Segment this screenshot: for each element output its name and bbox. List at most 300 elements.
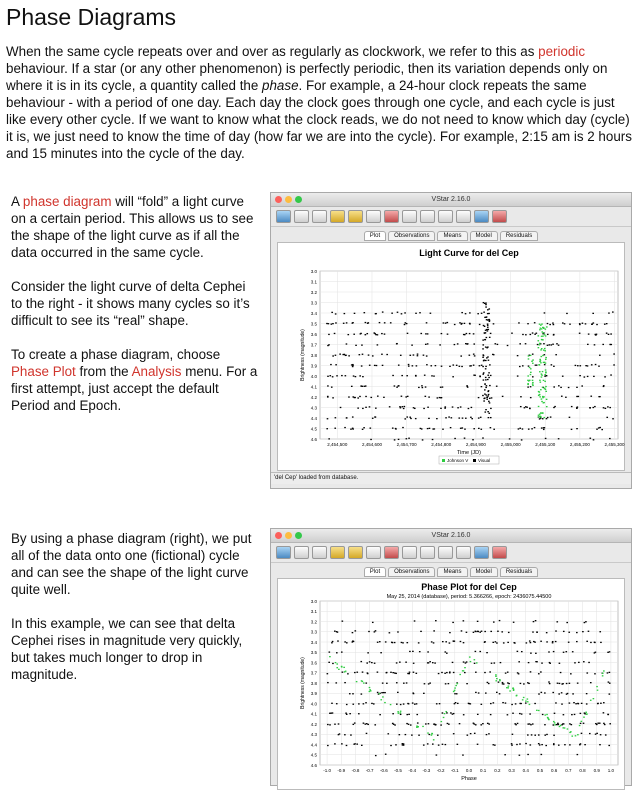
close-icon[interactable] [275, 532, 282, 539]
visual-point [413, 663, 415, 664]
visual-point [493, 702, 495, 703]
johnson-v-point [369, 691, 371, 692]
visual-point [413, 672, 415, 673]
tab-model[interactable]: Model [470, 567, 498, 577]
visual-point [540, 671, 542, 672]
x-tick-label: 0.5 [536, 768, 544, 773]
visual-point [463, 714, 465, 715]
y-axis-label: Brightness (magnitude) [300, 657, 306, 709]
visual-point [488, 360, 490, 361]
info-icon[interactable] [474, 546, 489, 559]
visual-point [502, 682, 504, 683]
johnson-v-point [530, 372, 532, 373]
visual-point [494, 745, 496, 746]
y-tick-label: 3.5 [310, 321, 317, 327]
visual-point [336, 652, 338, 653]
johnson-v-point [440, 721, 442, 722]
visual-point [449, 366, 451, 367]
johnson-v-point [560, 725, 562, 726]
visual-point [564, 744, 566, 745]
visual-point [327, 724, 329, 725]
visual-point [535, 620, 537, 621]
visual-point [421, 385, 423, 386]
visual-point [457, 744, 459, 745]
x-tick-label: 0.1 [480, 768, 487, 773]
phase-plot-link[interactable]: Phase Plot [11, 364, 76, 379]
visual-point [478, 397, 480, 398]
visual-point [412, 365, 414, 366]
visual-point [438, 744, 440, 745]
visual-point [432, 662, 434, 663]
visual-point [329, 651, 331, 652]
zoom-out-icon[interactable] [438, 210, 453, 223]
visual-point [503, 642, 505, 643]
johnson-v-point [462, 670, 464, 671]
visual-point [374, 365, 376, 366]
visual-point [529, 334, 531, 335]
window-title: VStar 2.16.0 [431, 196, 471, 203]
close-icon[interactable] [275, 196, 282, 203]
visual-point [484, 411, 486, 412]
visual-point [561, 396, 563, 397]
visual-point [449, 642, 451, 643]
visual-point [564, 323, 566, 324]
visual-point [441, 672, 443, 673]
visual-point [367, 652, 369, 653]
visual-point [408, 714, 410, 715]
visual-point [419, 651, 421, 652]
visual-point [376, 365, 378, 366]
visual-point [597, 723, 599, 724]
minimize-icon[interactable] [285, 196, 292, 203]
visual-point [426, 364, 428, 365]
visual-point [454, 344, 456, 345]
visual-point [406, 375, 408, 376]
visual-point [332, 397, 334, 398]
visual-point [487, 309, 489, 310]
visual-point [555, 702, 557, 703]
analysis-link[interactable]: Analysis [131, 364, 182, 379]
visual-point [478, 428, 480, 429]
visual-point [382, 682, 384, 683]
tab-plot[interactable]: Plot [364, 567, 386, 577]
visual-point [609, 344, 611, 345]
johnson-v-point [545, 335, 547, 336]
johnson-v-point [499, 680, 501, 681]
visual-point [406, 416, 408, 417]
visual-point [453, 672, 455, 673]
tab-residuals[interactable]: Residuals [500, 231, 538, 241]
save-icon[interactable] [294, 210, 309, 223]
visual-point [576, 408, 578, 409]
johnson-v-point [530, 368, 532, 369]
help-icon[interactable] [492, 546, 507, 559]
visual-point [569, 723, 571, 724]
visual-point [519, 343, 521, 344]
visual-point [357, 397, 359, 398]
visual-point [494, 343, 496, 344]
visual-point [581, 733, 583, 734]
visual-point [561, 692, 563, 693]
visual-point [541, 427, 543, 428]
visual-point [487, 330, 489, 331]
tab-model[interactable]: Model [470, 231, 498, 241]
legend-swatch-johnson [442, 459, 445, 462]
visual-point [475, 724, 477, 725]
visual-point [403, 744, 405, 745]
visual-point [364, 386, 366, 387]
visual-point [480, 724, 482, 725]
visual-point [420, 333, 422, 334]
visual-point [459, 723, 461, 724]
visual-point [484, 339, 486, 340]
johnson-v-point [538, 340, 540, 341]
johnson-v-point [516, 695, 518, 696]
visual-point [394, 439, 396, 440]
johnson-v-point [542, 339, 544, 340]
y-tick-label: 4.5 [310, 426, 317, 432]
visual-point [609, 683, 611, 684]
phase-icon[interactable] [402, 210, 417, 223]
visual-point [326, 428, 328, 429]
visual-point [578, 662, 580, 663]
visual-point [408, 364, 410, 365]
open-icon[interactable] [276, 210, 291, 223]
visual-point [436, 703, 438, 704]
visual-point [346, 714, 348, 715]
visual-point [511, 333, 513, 334]
johnson-v-point [538, 710, 540, 711]
visual-point [579, 365, 581, 366]
visual-point [603, 712, 605, 713]
visual-point [594, 642, 596, 643]
johnson-v-point [542, 387, 544, 388]
visual-point [433, 724, 435, 725]
visual-point [583, 661, 585, 662]
print-icon[interactable] [312, 210, 327, 223]
johnson-v-point [336, 667, 338, 668]
visual-point [445, 417, 447, 418]
phase-diagram-link[interactable]: phase diagram [22, 194, 112, 209]
visual-point [532, 376, 534, 377]
minimize-icon[interactable] [285, 532, 292, 539]
visual-point [416, 703, 418, 704]
y-tick-label: 4.6 [310, 436, 317, 442]
visual-point [548, 681, 550, 682]
visual-point [502, 396, 504, 397]
visual-point [400, 355, 402, 356]
visual-point [487, 395, 489, 396]
visual-point [345, 713, 347, 714]
visual-point [396, 662, 398, 663]
info-icon[interactable] [474, 210, 489, 223]
visual-point [488, 733, 490, 734]
visual-point [445, 323, 447, 324]
visual-point [475, 692, 477, 693]
visual-point [462, 427, 464, 428]
star-icon[interactable] [330, 546, 345, 559]
visual-point [541, 692, 543, 693]
visual-point [607, 406, 609, 407]
visual-point [403, 683, 405, 684]
visual-point [441, 397, 443, 398]
visual-point [576, 641, 578, 642]
filter-icon[interactable] [384, 546, 399, 559]
visual-point [492, 354, 494, 355]
visual-point [347, 334, 349, 335]
visual-point [499, 693, 501, 694]
phase-plot-chart[interactable] [278, 579, 626, 789]
visual-point [538, 673, 540, 674]
johnson-v-point [422, 726, 424, 727]
visual-point [401, 375, 403, 376]
visual-point [461, 630, 463, 631]
visual-point [474, 723, 476, 724]
visual-point [354, 313, 356, 314]
x-tick-label: -0.6 [379, 768, 388, 773]
visual-point [576, 428, 578, 429]
johnson-v-point [453, 691, 455, 692]
visual-point [553, 651, 555, 652]
visual-point [439, 703, 441, 704]
johnson-v-point [544, 374, 546, 375]
visual-point [490, 427, 492, 428]
visual-point [433, 642, 435, 643]
visual-point [371, 703, 373, 704]
visual-point [327, 682, 329, 683]
johnson-v-point [528, 355, 530, 356]
zoom-icon[interactable] [295, 196, 302, 203]
tab-plot[interactable]: Plot [364, 231, 386, 241]
visual-point [520, 683, 522, 684]
visual-point [394, 724, 396, 725]
visual-point [493, 323, 495, 324]
light-curve-chart[interactable] [278, 243, 626, 470]
visual-point [591, 323, 593, 324]
visual-point [486, 734, 488, 735]
visual-point [389, 632, 391, 633]
visual-point [368, 354, 370, 355]
visual-point [536, 364, 538, 365]
visual-point [345, 355, 347, 356]
tab-residuals[interactable]: Residuals [500, 567, 538, 577]
visual-point [370, 397, 372, 398]
chart-icon[interactable] [366, 210, 381, 223]
johnson-v-point [527, 375, 529, 376]
visual-point [487, 323, 489, 324]
visual-point [410, 418, 412, 419]
visual-point [604, 324, 606, 325]
visual-point [602, 344, 604, 345]
visual-point [609, 672, 611, 673]
visual-point [428, 683, 430, 684]
chart-icon[interactable] [366, 546, 381, 559]
visual-point [351, 386, 353, 387]
visual-point [595, 734, 597, 735]
visual-point [562, 683, 564, 684]
visual-point [579, 375, 581, 376]
x-tick-label: 2,455,000 [500, 442, 521, 447]
visual-point [446, 653, 448, 654]
visual-point [609, 438, 611, 439]
visual-point [406, 714, 408, 715]
visual-point [496, 386, 498, 387]
johnson-v-point [541, 336, 543, 337]
visual-point [330, 364, 332, 365]
open-icon[interactable] [276, 546, 291, 559]
tab-means[interactable]: Means [437, 231, 467, 241]
visual-point [344, 641, 346, 642]
visual-point [372, 355, 374, 356]
y-tick-label: 3.3 [310, 629, 317, 635]
visual-point [588, 631, 590, 632]
visual-point [474, 375, 476, 376]
visual-point [534, 735, 536, 736]
visual-point [475, 672, 477, 673]
visual-point [398, 385, 400, 386]
visual-point [492, 744, 494, 745]
visual-point [471, 418, 473, 419]
johnson-v-point [540, 389, 542, 390]
zoom-icon[interactable] [295, 532, 302, 539]
visual-point [548, 651, 550, 652]
visual-point [383, 692, 385, 693]
star-icon[interactable] [330, 210, 345, 223]
y-tick-label: 4.0 [310, 373, 317, 379]
johnson-v-point [513, 689, 515, 690]
visual-point [571, 724, 573, 725]
johnson-v-point [532, 359, 534, 360]
visual-point [350, 734, 352, 735]
visual-point [577, 754, 579, 755]
zoom-in-icon[interactable] [420, 546, 435, 559]
visual-point [352, 693, 354, 694]
visual-point [337, 640, 339, 641]
visual-point [482, 354, 484, 355]
visual-point [412, 692, 414, 693]
visual-point [387, 733, 389, 734]
save-icon[interactable] [294, 546, 309, 559]
visual-point [465, 418, 467, 419]
johnson-v-point [542, 327, 544, 328]
visual-point [401, 642, 403, 643]
visual-point [334, 724, 336, 725]
tab-observations[interactable]: Observations [388, 567, 435, 577]
visual-point [511, 743, 513, 744]
periodic-link[interactable]: periodic [538, 44, 586, 59]
visual-point [384, 333, 386, 334]
x-tick-label: 0.2 [494, 768, 501, 773]
visual-point [546, 632, 548, 633]
visual-point [326, 323, 328, 324]
visual-point [438, 673, 440, 674]
visual-point [332, 663, 334, 664]
zoom-out-icon[interactable] [438, 546, 453, 559]
help-icon[interactable] [492, 210, 507, 223]
johnson-v-point [545, 391, 547, 392]
visual-point [603, 723, 605, 724]
visual-point [354, 397, 356, 398]
visual-point [538, 693, 540, 694]
visual-point [533, 621, 535, 622]
visual-point [346, 343, 348, 344]
visual-point [352, 365, 354, 366]
johnson-v-point [544, 714, 546, 715]
johnson-v-point [593, 698, 595, 699]
johnson-v-point [585, 712, 587, 713]
visual-point [549, 683, 551, 684]
visual-point [418, 642, 420, 643]
visual-point [442, 386, 444, 387]
pan-icon[interactable] [456, 210, 471, 223]
pan-icon[interactable] [456, 546, 471, 559]
visual-point [518, 428, 520, 429]
visual-point [432, 428, 434, 429]
johnson-v-point [545, 369, 547, 370]
johnson-v-point [512, 687, 514, 688]
database-icon[interactable] [348, 546, 363, 559]
visual-point [482, 366, 484, 367]
visual-point [440, 724, 442, 725]
visual-point [487, 356, 489, 357]
section1-para-c: To create a phase diagram, choose Phase Plot from the Analysis menu. For a first attempt, just accept the default Period and Epoch. [11, 347, 258, 413]
visual-point [507, 345, 509, 346]
visual-point [515, 703, 517, 704]
visual-point [599, 631, 601, 632]
visual-point [412, 702, 414, 703]
visual-point [408, 438, 410, 439]
visual-point [547, 345, 549, 346]
visual-point [544, 312, 546, 313]
visual-point [596, 724, 598, 725]
visual-point [493, 429, 495, 430]
visual-point [370, 427, 372, 428]
filter-icon[interactable] [384, 210, 399, 223]
tab-means[interactable]: Means [437, 567, 467, 577]
visual-point [553, 407, 555, 408]
visual-point [527, 682, 529, 683]
visual-point [563, 723, 565, 724]
johnson-v-point [329, 656, 331, 657]
visual-point [449, 632, 451, 633]
johnson-v-point [532, 385, 534, 386]
visual-point [485, 387, 487, 388]
visual-point [374, 416, 376, 417]
visual-point [416, 714, 418, 715]
x-tick-label: -0.5 [394, 768, 402, 773]
tab-observations[interactable]: Observations [388, 231, 435, 241]
johnson-v-point [398, 713, 400, 714]
johnson-v-point [529, 380, 531, 381]
visual-point [595, 334, 597, 335]
visual-point [486, 337, 488, 338]
visual-point [485, 306, 487, 307]
database-icon[interactable] [348, 210, 363, 223]
johnson-v-point [539, 396, 541, 397]
zoom-in-icon[interactable] [420, 210, 435, 223]
visual-point [482, 344, 484, 345]
visual-point [612, 311, 614, 312]
johnson-v-point [543, 417, 545, 418]
visual-point [414, 704, 416, 705]
visual-point [454, 324, 456, 325]
visual-point [543, 427, 545, 428]
johnson-v-point [544, 388, 546, 389]
phase-icon[interactable] [402, 546, 417, 559]
visual-point [445, 641, 447, 642]
print-icon[interactable] [312, 546, 327, 559]
visual-point [367, 724, 369, 725]
